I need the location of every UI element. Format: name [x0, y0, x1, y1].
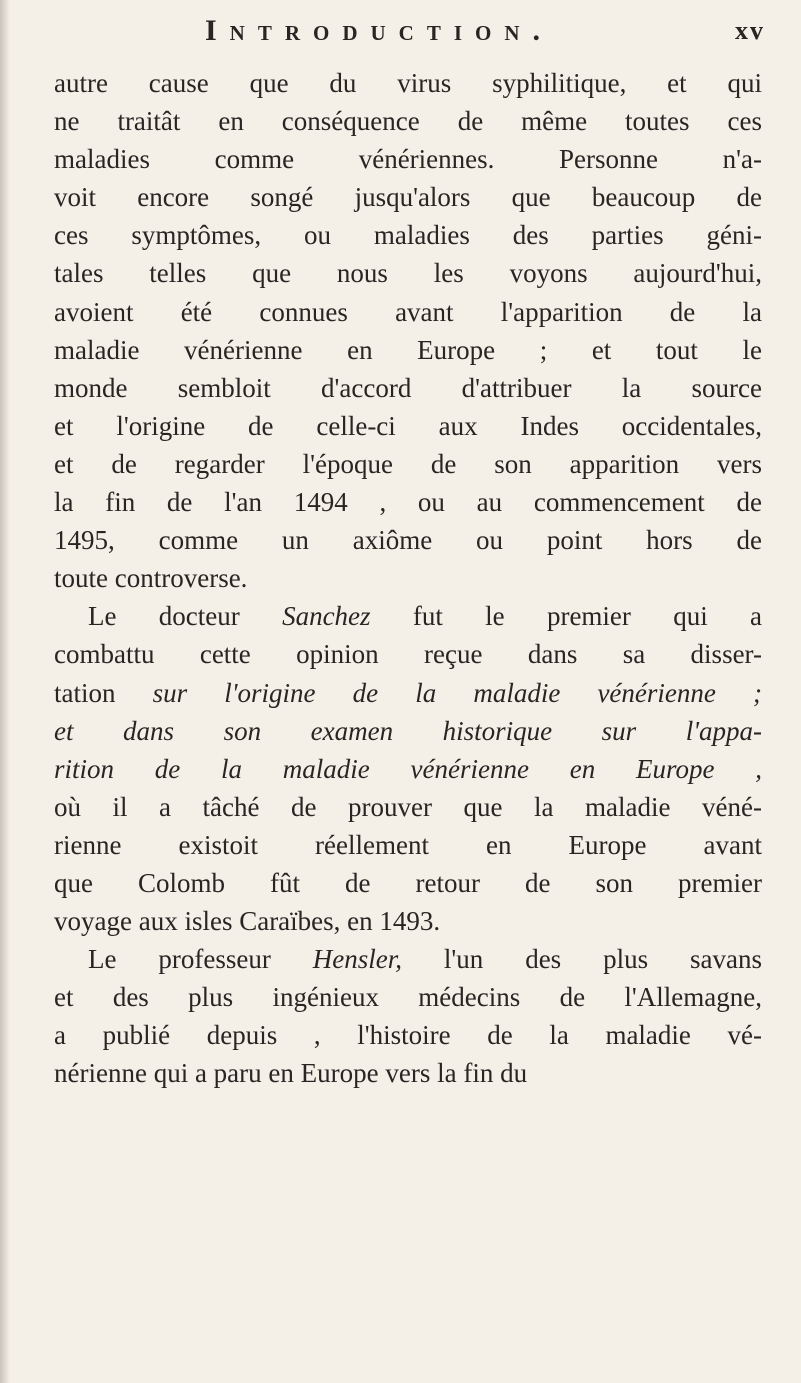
text-run: toute controverse. [54, 563, 248, 594]
text-line [54, 826, 762, 864]
page-edge-shadow [0, 0, 10, 1383]
body-text [54, 64, 762, 1093]
text-line [54, 940, 762, 978]
text-line [54, 978, 762, 1016]
text-line [54, 369, 762, 407]
text-line [54, 674, 762, 712]
text-run: rienne existoit réellement en Europe avant [54, 829, 762, 860]
text-run: ces symptômes, ou maladies des parties géni- [54, 220, 762, 251]
text-run: voyage aux isles Caraïbes, en 1493. [54, 906, 441, 937]
text-run: et des plus ingénieux médecins de l'Allemagne, [54, 982, 762, 1013]
italic-text-run: Sanchez [282, 601, 371, 632]
text-line [54, 1054, 762, 1092]
italic-text-run: sur l'origine de la maladie vénérienne ; [152, 677, 762, 708]
italic-text-run: et dans son examen historique sur l'appa- [54, 715, 762, 746]
text-line [54, 64, 762, 102]
text-run: fut le premier qui a [370, 601, 763, 632]
italic-text-run: Hensler, [312, 944, 403, 975]
text-line [54, 140, 762, 178]
text-run: que Colomb fût de retour de son premier [54, 867, 762, 898]
text-run: combattu cette opinion reçue dans sa disser- [54, 639, 762, 670]
text-run: ne traitât en conséquence de même toutes ces [54, 106, 762, 137]
text-line [54, 216, 762, 254]
italic-text-run: rition de la maladie vénérienne en Europe , [54, 753, 762, 784]
page-header [205, 14, 765, 54]
text-run: nérienne qui a paru en Europe vers la fin du [54, 1058, 528, 1089]
text-run: et l'origine de celle-ci aux Indes occidentales, [54, 410, 762, 441]
text-line [54, 635, 762, 673]
text-run: 1495, comme un axiôme ou point hors de [54, 525, 762, 556]
text-line [54, 445, 762, 483]
text-run: avoient été connues avant l'apparition de la [54, 296, 762, 327]
text-line [54, 407, 762, 445]
text-line [54, 788, 762, 826]
text-line [54, 864, 762, 902]
text-line [54, 1016, 762, 1054]
text-run: Le docteur [88, 601, 283, 632]
text-line [54, 293, 762, 331]
text-run: maladies comme vénériennes. Personne n'a- [54, 144, 762, 175]
page-number: xv [735, 16, 765, 45]
text-run: où il a tâché de prouver que la maladie véné- [54, 791, 762, 822]
text-line [54, 254, 762, 292]
running-head: Introduction. [205, 14, 554, 47]
text-run: a publié depuis , l'histoire de la maladie vé- [54, 1020, 762, 1051]
text-line [54, 597, 762, 635]
text-run: Le professeur [88, 944, 313, 975]
text-line [54, 483, 762, 521]
text-line [54, 750, 762, 788]
text-line [54, 902, 762, 940]
text-run: l'un des plus savans [402, 944, 762, 975]
text-run: tation [54, 677, 153, 708]
text-line [54, 521, 762, 559]
text-run: et de regarder l'époque de son apparition vers [54, 448, 762, 479]
text-run: autre cause que du virus syphilitique, et qui [54, 68, 762, 98]
text-run: tales telles que nous les voyons aujourd'hui, [54, 258, 762, 289]
text-run: voit encore songé jusqu'alors que beaucoup de [54, 182, 762, 213]
text-line [54, 712, 762, 750]
text-line [54, 102, 762, 140]
text-line [54, 331, 762, 369]
text-line [54, 559, 762, 597]
text-run: monde sembloit d'accord d'attribuer la source [54, 372, 762, 403]
text-run: maladie vénérienne en Europe ; et tout le [54, 334, 762, 365]
text-line [54, 178, 762, 216]
text-run: la fin de l'an 1494 , ou au commencement de [54, 487, 762, 518]
